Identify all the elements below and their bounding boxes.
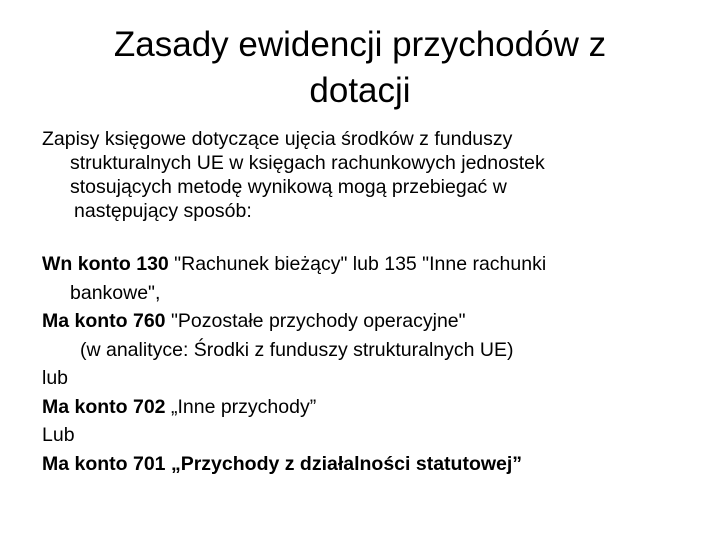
accounting-entries — [42, 250, 702, 478]
title-line-1: Zasady ewidencji przychodów z — [113, 25, 607, 64]
credit-760-analytics-note: (w analityce: Środki z funduszy strukturalnych UE) — [80, 338, 514, 361]
slide-title — [60, 22, 660, 114]
credit-702-text: „Inne przychody” — [165, 395, 317, 418]
intro-line-3: stosujących metodę wynikową mogą przebiegać w — [70, 176, 507, 198]
or-separator-2: Lub — [42, 424, 75, 446]
debit-entry-130 — [42, 250, 702, 279]
intro-paragraph — [42, 127, 702, 223]
credit-entry-701 — [42, 450, 702, 479]
credit-760-label: Ma konto 760 — [42, 310, 166, 332]
debit-entry-continuation: bankowe", — [70, 281, 161, 304]
intro-line-2: strukturalnych UE w księgach rachunkowych jednostek — [70, 152, 545, 174]
intro-line-1: Zapisy księgowe dotyczące ujęcia środków z funduszy — [42, 128, 513, 150]
credit-702-label: Ma konto 702 — [42, 395, 166, 418]
credit-760-text: "Pozostałe przychody operacyjne" — [165, 310, 466, 332]
debit-account-label: Wn konto 130 — [42, 253, 169, 275]
credit-entry-702 — [42, 393, 702, 422]
debit-account-text: "Rachunek bieżący" lub 135 "Inne rachunki — [168, 253, 547, 275]
credit-entry-760 — [42, 307, 702, 336]
intro-line-4: następujący sposób: — [74, 200, 252, 222]
credit-701-text: „Przychody z działalności statutowej” — [165, 452, 523, 475]
credit-701-label: Ma konto 701 — [42, 452, 166, 475]
or-separator-1: lub — [42, 367, 69, 389]
title-line-2: dotacji — [309, 71, 411, 110]
